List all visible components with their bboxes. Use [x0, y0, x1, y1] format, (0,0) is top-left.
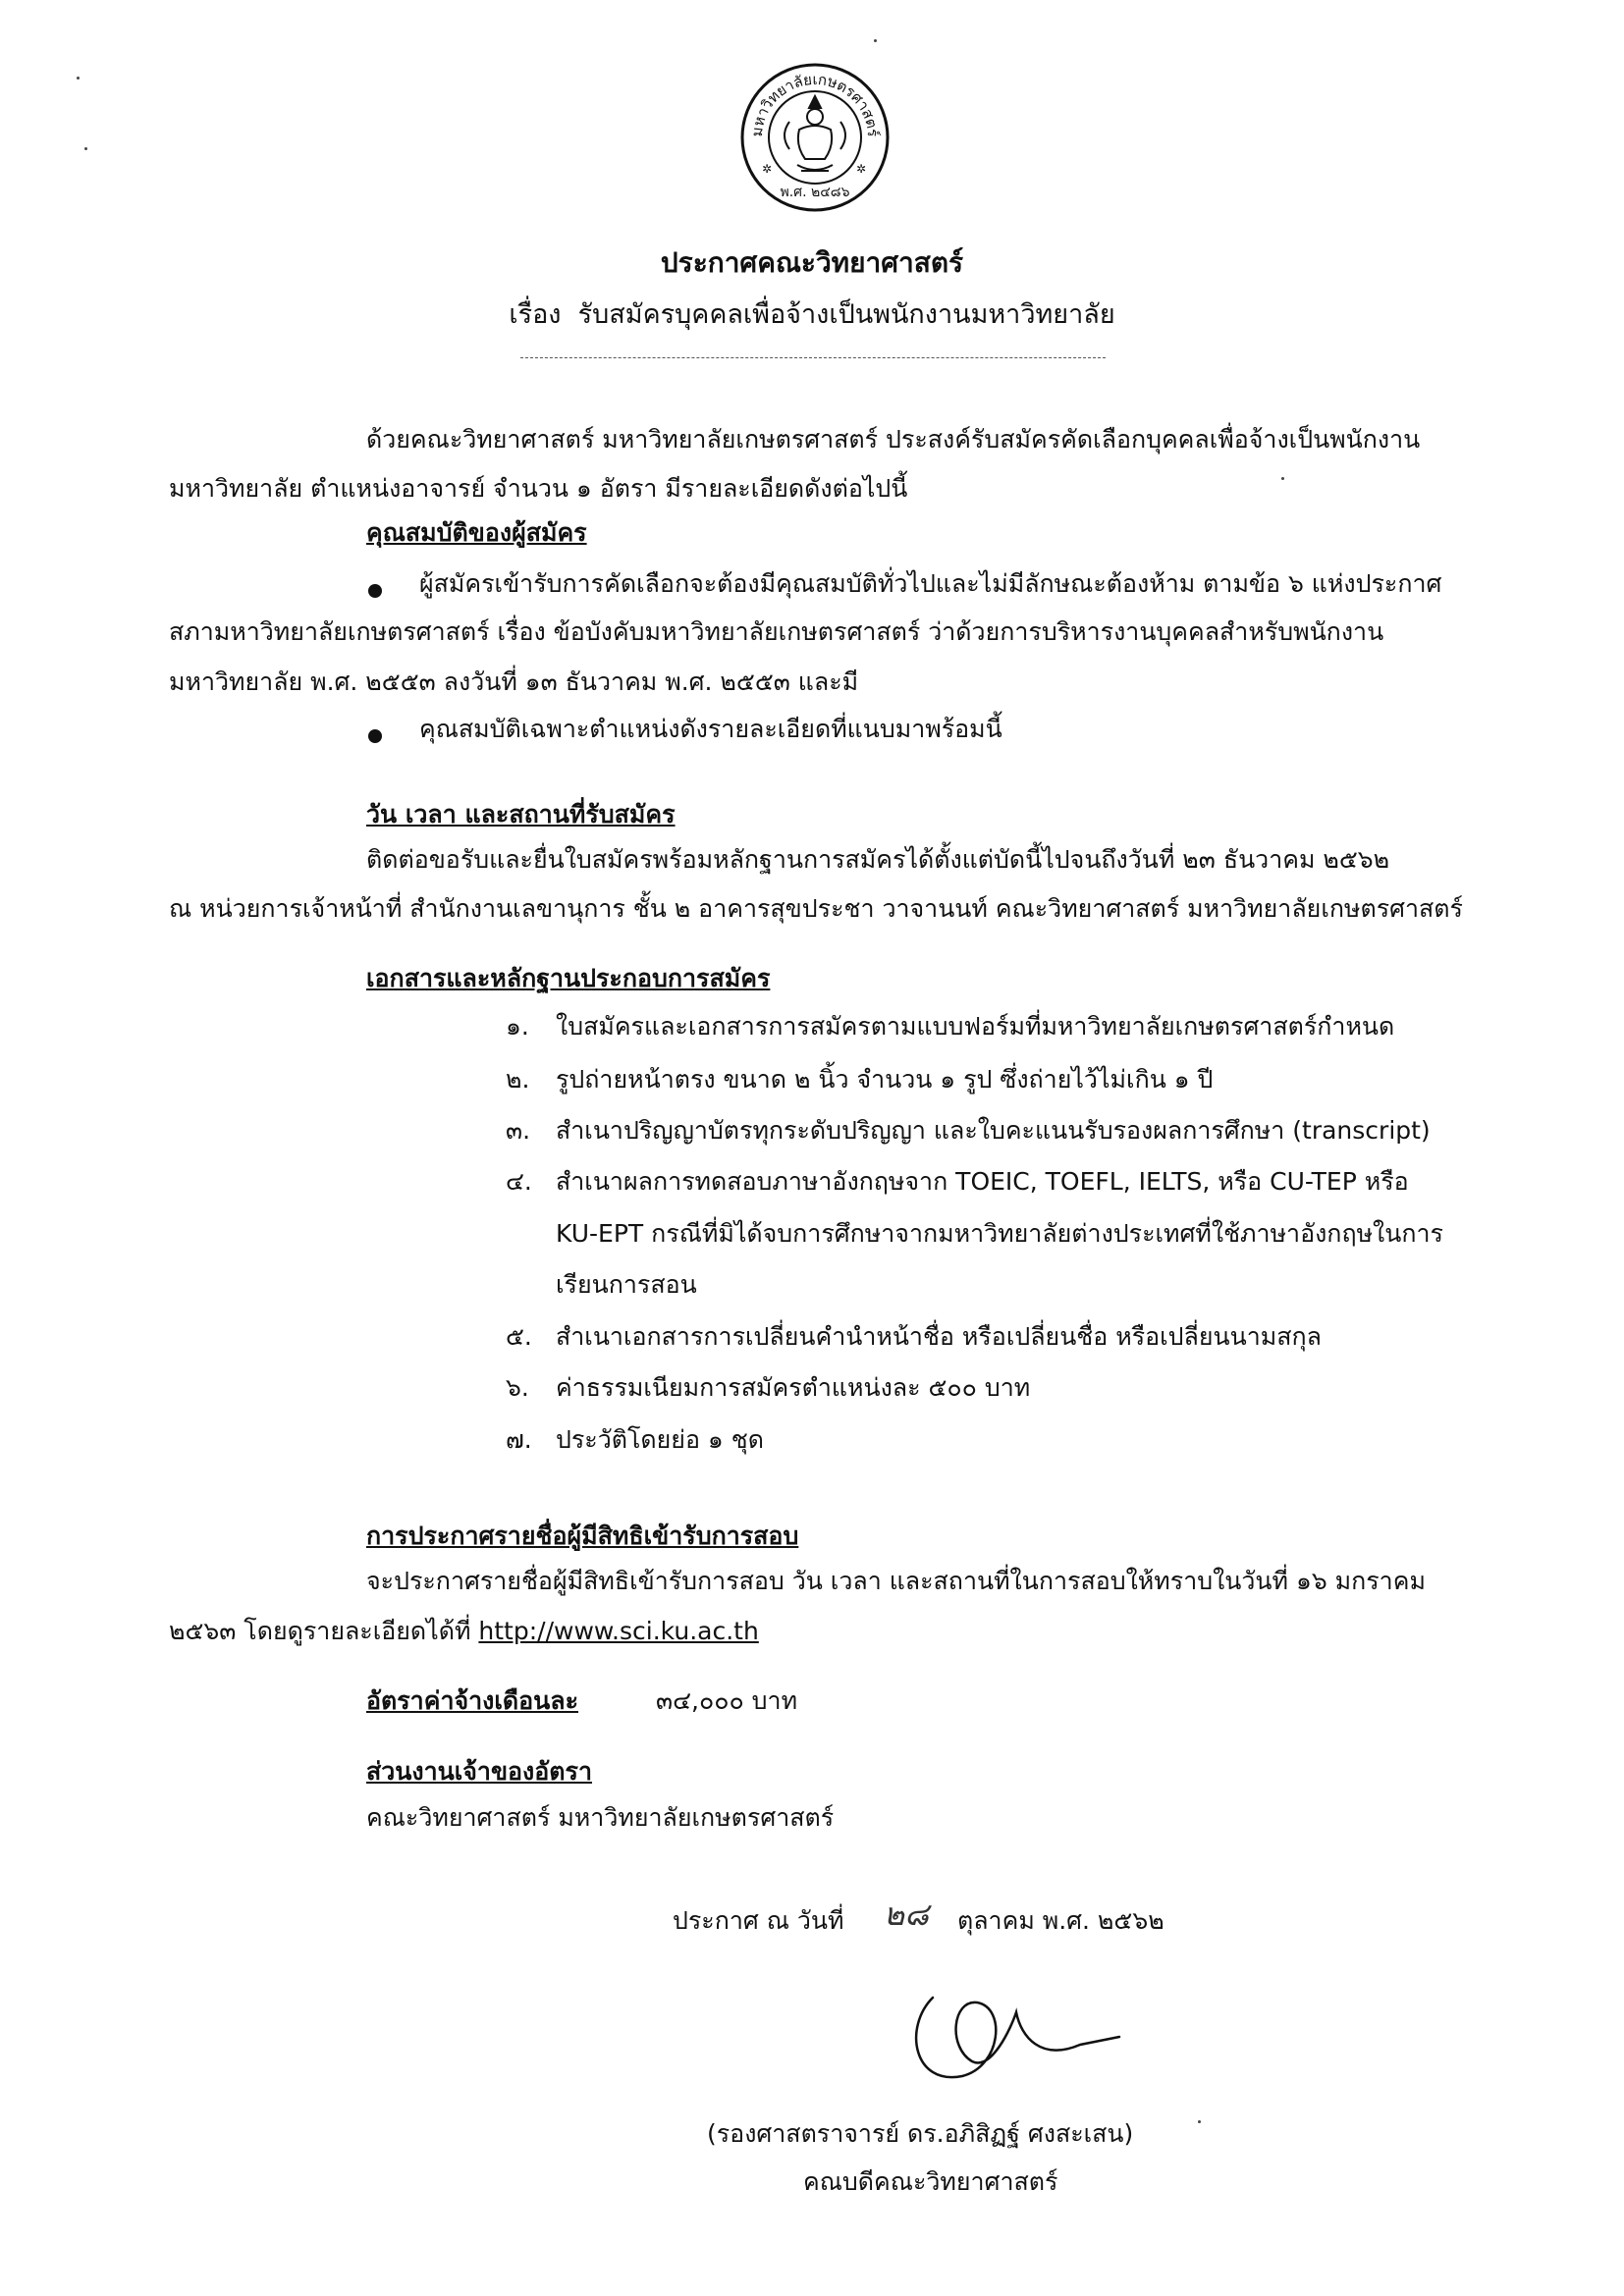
document-item-4-cont-2: เรียนการสอน: [556, 1270, 697, 1299]
svg-text:✲: ✲: [762, 162, 773, 176]
document-item-3-number: ๓.: [506, 1116, 531, 1145]
document-item-7: ประวัติโดยย่อ ๑ ชุด: [556, 1425, 764, 1454]
seal-year-text: พ.ศ. ๒๔๘๖: [780, 185, 850, 200]
document-item-1: ใบสมัครและเอกสารการสมัครตามแบบฟอร์มที่มหาวิทยาลัยเกษตรศาสตร์กำหนด: [556, 1012, 1395, 1041]
bullet-2: [368, 721, 382, 749]
university-seal: [740, 63, 890, 212]
application-line-1: ติดต่อขอรับและยื่นใบสมัครพร้อมหลักฐานการสมัครได้ตั้งแต่บัดนี้ไปจนถึงวันที่ ๒๓ ธันวาคม ๒๕๖๒: [366, 845, 1390, 874]
website-link[interactable]: http://www.sci.ku.ac.th: [478, 1617, 759, 1645]
document-item-4-number: ๔.: [506, 1167, 532, 1196]
document-item-4: สำเนาผลการทดสอบภาษาอังกฤษจาก TOEIC, TOEFL, IELTS, หรือ CU-TEP หรือ: [556, 1167, 1409, 1196]
announcement-line-2-text: ๒๕๖๓ โดยดูรายละเอียดได้ที่: [169, 1617, 479, 1645]
salary-value: ๓๔,๐๐๐ บาท: [656, 1686, 798, 1715]
qualification-bullet-1-line-3: มหาวิทยาลัย พ.ศ. ๒๕๕๓ ลงวันที่ ๑๓ ธันวาคม พ.ศ. ๒๕๕๓ และมี: [169, 667, 859, 696]
intro-line-2: มหาวิทยาลัย ตำแหน่งอาจารย์ จำนวน ๑ อัตรา มีรายละเอียดดังต่อไปนี้: [169, 474, 908, 503]
qualification-bullet-2: คุณสมบัติเฉพาะตำแหน่งดังรายละเอียดที่แนบมาพร้อมนี้: [419, 715, 1002, 743]
signature: [893, 1968, 1129, 2111]
application-heading: วัน เวลา และสถานที่รับสมัคร: [366, 800, 676, 828]
header-divider: [520, 357, 1106, 358]
document-item-3: สำเนาปริญญาบัตรทุกระดับปริญญา และใบคะแนนรับรองผลการศึกษา (transcript): [556, 1116, 1431, 1145]
subject-line: [0, 293, 1624, 335]
document-item-1-number: ๑.: [506, 1012, 529, 1041]
document-item-2-number: ๒.: [506, 1065, 530, 1094]
signer-title: คณบดีคณะวิทยาศาสตร์: [803, 2167, 1058, 2196]
signer-name: (รองศาสตราจารย์ ดร.อภิสิฏฐ์ ศงสะเสน): [707, 2119, 1134, 2148]
subject-prefix: เรื่อง: [509, 299, 562, 330]
qualifications-heading: คุณสมบัติของผู้สมัคร: [366, 518, 587, 547]
owner-heading: ส่วนงานเจ้าของอัตรา: [366, 1757, 592, 1786]
document-item-5: สำเนาเอกสารการเปลี่ยนคำนำหน้าชื่อ หรือเปลี่ยนชื่อ หรือเปลี่ยนนามสกุล: [556, 1322, 1322, 1351]
document-item-2: รูปถ่ายหน้าตรง ขนาด ๒ นิ้ว จำนวน ๑ รูป ซึ่งถ่ายไว้ไม่เกิน ๑ ปี: [556, 1065, 1214, 1094]
qualification-bullet-1-line-1: ผู้สมัครเข้ารับการคัดเลือกจะต้องมีคุณสมบัติทั่วไปและไม่มีลักษณะต้องห้าม ตามข้อ ๖ แห่งประกาศ: [419, 569, 1442, 598]
document-item-6-number: ๖.: [506, 1373, 529, 1402]
owner-text: คณะวิทยาศาสตร์ มหาวิทยาลัยเกษตรศาสตร์: [366, 1803, 835, 1832]
seal-arc-text: มหาวิทยาลัยเกษตรศาสตร์: [747, 70, 883, 138]
announcement-heading: การประกาศรายชื่อผู้มีสิทธิเข้ารับการสอบ: [366, 1522, 799, 1550]
document-item-5-number: ๕.: [506, 1322, 532, 1351]
application-line-2: ณ หน่วยการเจ้าหน้าที่ สำนักงานเลขานุการ ชั้น ๒ อาคารสุขประชา วาจานนท์ คณะวิทยาศาสตร์ มหาวิทยาลัยเกษตรศาสตร์: [169, 894, 1463, 923]
document-item-4-cont-1: KU-EPT กรณีที่มิได้จบการศึกษาจากมหาวิทยาลัยต่างประเทศที่ใช้ภาษาอังกฤษในการ: [556, 1219, 1443, 1248]
svg-text:✲: ✲: [856, 162, 867, 176]
announcement-date-day: ๒๘: [884, 1896, 929, 1933]
announcement-date-prefix: ประกาศ ณ วันที่: [673, 1906, 844, 1935]
intro-line-1: ด้วยคณะวิทยาศาสตร์ มหาวิทยาลัยเกษตรศาสตร์ ประสงค์รับสมัครคัดเลือกบุคคลเพื่อจ้างเป็นพนักงาน: [366, 425, 1421, 454]
page-title: ประกาศคณะวิทยาศาสตร์: [660, 246, 964, 279]
salary-label: อัตราค่าจ้างเดือนละ: [366, 1686, 579, 1715]
qualification-bullet-1-line-2: สภามหาวิทยาลัยเกษตรศาสตร์ เรื่อง ข้อบังคับมหาวิทยาลัยเกษตรศาสตร์ ว่าด้วยการบริหารงานบุคคลสำหรับพนักงาน: [169, 617, 1384, 646]
announcement-line-2: [169, 1612, 759, 1651]
subject-text: รับสมัครบุคคลเพื่อจ้างเป็นพนักงานมหาวิทยาลัย: [577, 299, 1115, 330]
bullet-1: [368, 575, 382, 604]
documents-heading: เอกสารและหลักฐานประกอบการสมัคร: [366, 964, 771, 992]
announcement-date-suffix: ตุลาคม พ.ศ. ๒๕๖๒: [957, 1906, 1164, 1935]
announcement-line-1: จะประกาศรายชื่อผู้มีสิทธิเข้ารับการสอบ วัน เวลา และสถานที่ในการสอบให้ทราบในวันที่ ๑๖ มกราคม: [366, 1567, 1426, 1595]
document-item-7-number: ๗.: [506, 1425, 532, 1454]
document-item-6: ค่าธรรมเนียมการสมัครตำแหน่งละ ๕๐๐ บาท: [556, 1373, 1031, 1402]
